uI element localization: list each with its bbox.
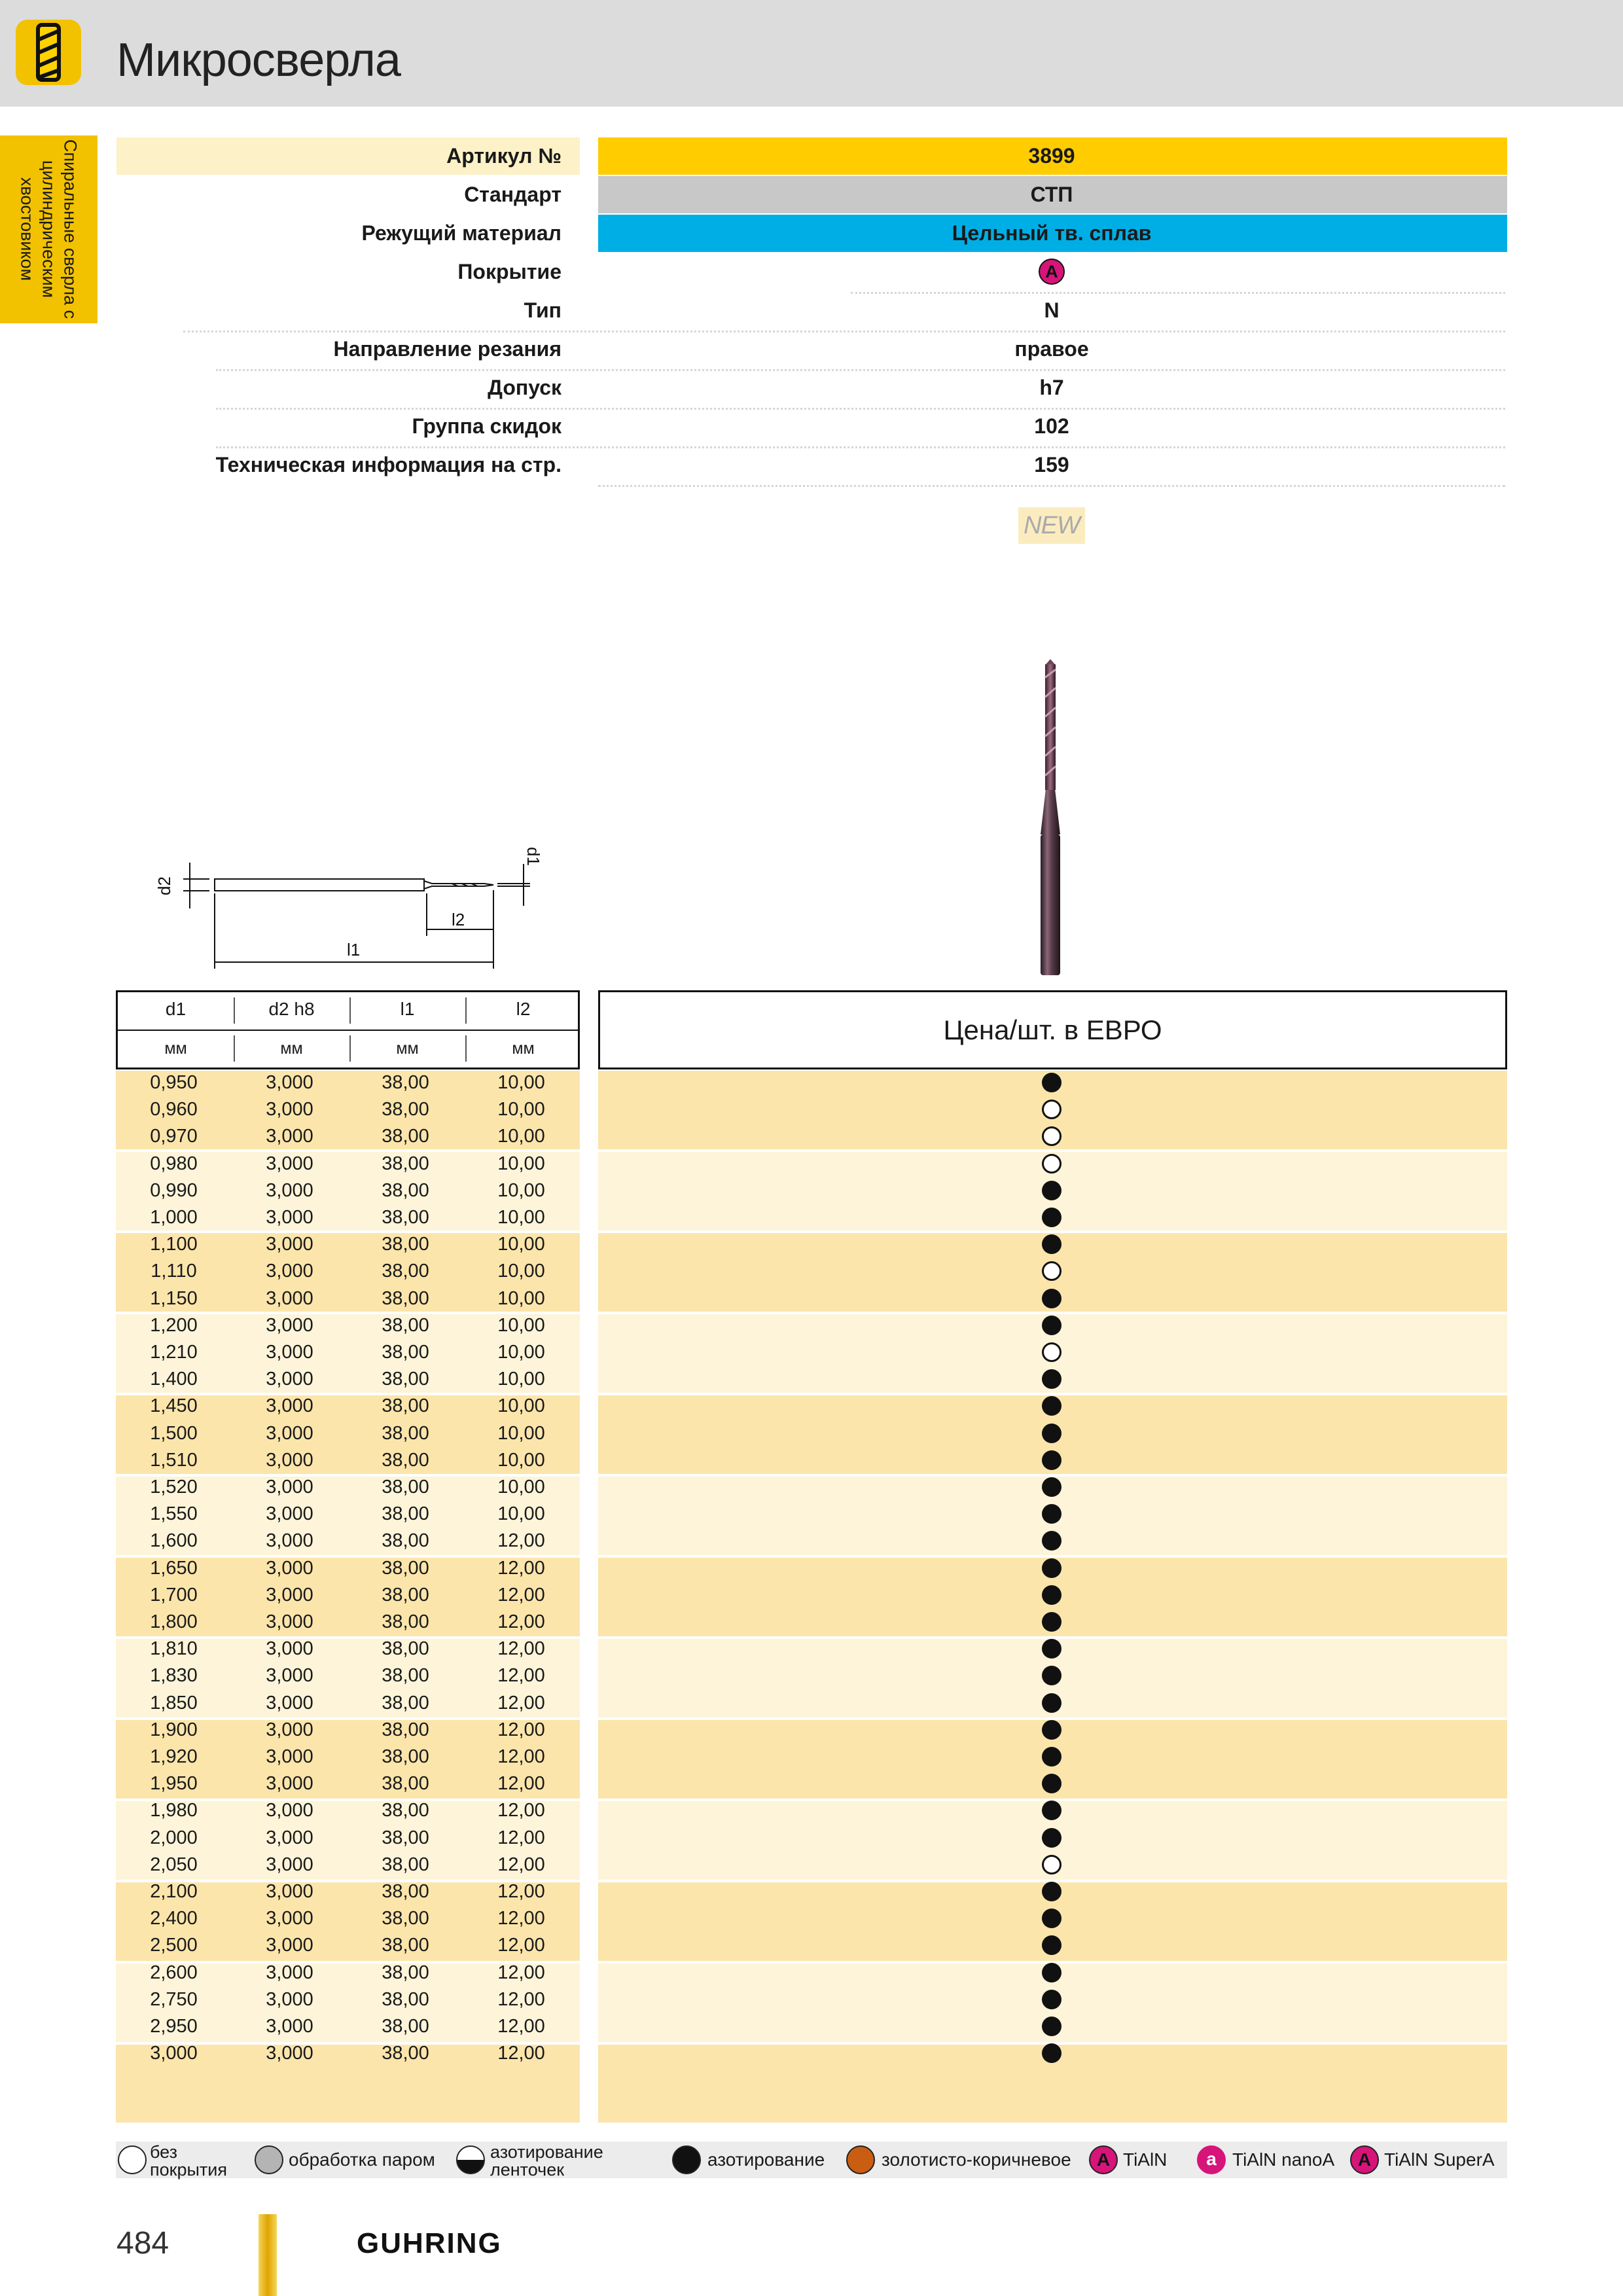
- cell-l2: 10,00: [497, 1153, 545, 1174]
- cell-d2: 3,000: [266, 1719, 313, 1740]
- availability-stock-icon: [1042, 1369, 1061, 1389]
- cell-l1: 38,00: [382, 1422, 429, 1444]
- cell-d2: 3,000: [266, 1530, 313, 1552]
- availability-stock-icon: [1042, 1181, 1061, 1200]
- cell-l1: 38,00: [382, 1369, 429, 1390]
- cell-l2: 12,00: [497, 1935, 545, 1956]
- property-label-cutting-direction: Направление резания: [333, 337, 562, 361]
- cell-l1: 38,00: [382, 1179, 429, 1201]
- tialn-super-coating-icon: A: [1039, 259, 1065, 285]
- cell-l1: 38,00: [382, 1988, 429, 2010]
- cell-l1: 38,00: [382, 1153, 429, 1174]
- cell-l2: 12,00: [497, 1692, 545, 1713]
- cell-l1: 38,00: [382, 1584, 429, 1605]
- cell-d2: 3,000: [266, 1287, 313, 1309]
- property-label-standard: Стандарт: [464, 183, 562, 206]
- drill-dimension-schematic: [144, 844, 563, 969]
- availability-stock-icon: [1042, 1747, 1061, 1767]
- property-value-cutting-direction: правое: [1014, 337, 1089, 361]
- cell-l1: 38,00: [382, 1477, 429, 1498]
- guhring-logo: GUHRING: [357, 2227, 502, 2259]
- cell-d2: 3,000: [266, 1207, 313, 1228]
- cell-d1: 2,600: [150, 1962, 198, 1983]
- property-label-cutting-material: Режущий материал: [361, 221, 562, 245]
- col-separator: [349, 997, 351, 1024]
- legend-label-tialn: TiAlN: [1123, 2149, 1168, 2170]
- cell-d1: 1,150: [150, 1287, 198, 1309]
- cell-d2: 3,000: [266, 1422, 313, 1444]
- cell-d1: 1,920: [150, 1746, 198, 1767]
- cell-d1: 1,830: [150, 1665, 198, 1687]
- cell-l1: 38,00: [382, 1665, 429, 1687]
- dimension-table-header: [116, 990, 580, 1069]
- availability-stock-icon: [1042, 2017, 1061, 2036]
- cell-d1: 1,520: [150, 1477, 198, 1498]
- cell-l2: 10,00: [497, 1072, 545, 1093]
- cell-l2: 10,00: [497, 1179, 545, 1201]
- cell-d2: 3,000: [266, 1584, 313, 1605]
- cell-l1: 38,00: [382, 1342, 429, 1363]
- legend-label-nitrided-land: азотирование ленточек: [490, 2142, 603, 2179]
- cell-l1: 38,00: [382, 1692, 429, 1713]
- cell-d1: 1,800: [150, 1611, 198, 1632]
- cell-d2: 3,000: [266, 1072, 313, 1093]
- property-label-coating: Покрытие: [457, 260, 562, 283]
- cell-l2: 12,00: [497, 2016, 545, 2037]
- cell-l2: 10,00: [497, 1503, 545, 1525]
- cell-d2: 3,000: [266, 1449, 313, 1471]
- cell-l1: 38,00: [382, 1854, 429, 1875]
- legend-label-uncoated: без покрытия: [150, 2142, 227, 2179]
- cell-l2: 12,00: [497, 1962, 545, 1983]
- cell-d1: 2,000: [150, 1827, 198, 1848]
- cell-l2: 10,00: [497, 1395, 545, 1417]
- drill-category-icon: [16, 20, 81, 85]
- col-unit-l2: мм: [512, 1039, 535, 1058]
- cell-d2: 3,000: [266, 1179, 313, 1201]
- cell-d1: 2,400: [150, 1908, 198, 1929]
- cell-l2: 10,00: [497, 1261, 545, 1282]
- cell-d2: 3,000: [266, 1261, 313, 1282]
- property-value-tolerance: h7: [1039, 376, 1064, 399]
- cell-d2: 3,000: [266, 1099, 313, 1121]
- availability-stock-icon: [1042, 1234, 1061, 1254]
- cell-l1: 38,00: [382, 1611, 429, 1632]
- header-divider: [118, 1030, 578, 1031]
- cell-d1: 1,550: [150, 1503, 198, 1525]
- cell-d1: 1,100: [150, 1234, 198, 1255]
- cell-d1: 2,500: [150, 1935, 198, 1956]
- availability-stock-icon: [1042, 1477, 1061, 1497]
- availability-stock-icon: [1042, 1720, 1061, 1740]
- cell-d1: 1,500: [150, 1422, 198, 1444]
- tialn-icon: A: [1089, 2145, 1118, 2174]
- availability-stock-icon: [1042, 1316, 1061, 1335]
- cell-d1: 1,450: [150, 1395, 198, 1417]
- cell-d1: 1,400: [150, 1369, 198, 1390]
- cell-d1: 1,200: [150, 1314, 198, 1336]
- cell-l1: 38,00: [382, 2016, 429, 2037]
- cell-d2: 3,000: [266, 1611, 313, 1632]
- page-title: Микросверла: [116, 34, 401, 86]
- steam-treatment-icon: [255, 2145, 283, 2174]
- cell-d1: 1,210: [150, 1342, 198, 1363]
- property-value-article: 3899: [1028, 144, 1075, 168]
- cell-d1: 1,700: [150, 1584, 198, 1605]
- price-column-header: Цена/шт. в ЕВРО: [598, 990, 1507, 1069]
- availability-on-request-icon: [1042, 1855, 1061, 1874]
- cell-d1: 1,510: [150, 1449, 198, 1471]
- cell-d2: 3,000: [266, 1908, 313, 1929]
- availability-stock-icon: [1042, 1208, 1061, 1227]
- cell-l1: 38,00: [382, 1638, 429, 1660]
- section-side-tab-label: Спиральные сверла с цилиндрическим хвостовиком: [17, 139, 80, 319]
- cell-d1: 0,980: [150, 1153, 198, 1174]
- availability-stock-icon: [1042, 1693, 1061, 1713]
- cell-l2: 10,00: [497, 1126, 545, 1147]
- cell-l2: 12,00: [497, 1665, 545, 1687]
- cell-d2: 3,000: [266, 1746, 313, 1767]
- cell-l2: 12,00: [497, 1854, 545, 1875]
- property-value-coating: [598, 253, 1505, 291]
- cell-l1: 38,00: [382, 1261, 429, 1282]
- cell-d2: 3,000: [266, 2043, 313, 2064]
- col-unit-l1: мм: [396, 1039, 419, 1058]
- cell-d1: 0,990: [150, 1179, 198, 1201]
- cell-d1: 1,000: [150, 1207, 198, 1228]
- availability-stock-icon: [1042, 1289, 1061, 1308]
- availability-stock-icon: [1042, 1909, 1061, 1928]
- cell-d2: 3,000: [266, 1153, 313, 1174]
- cell-l2: 12,00: [497, 1746, 545, 1767]
- property-label-type: Тип: [524, 298, 562, 322]
- legend-label-nitrided: азотирование: [707, 2149, 825, 2170]
- cell-l2: 12,00: [497, 1881, 545, 1902]
- property-value-standard: СТП: [1030, 183, 1073, 206]
- cell-l2: 10,00: [497, 1342, 545, 1363]
- divider: [598, 485, 1505, 487]
- availability-on-request-icon: [1042, 1100, 1061, 1119]
- legend-label-tialn-super: TiAlN SuperA: [1384, 2149, 1495, 2170]
- cell-l1: 38,00: [382, 1908, 429, 1929]
- property-value-tech-info-page: 159: [1034, 453, 1069, 476]
- cell-d2: 3,000: [266, 1638, 313, 1660]
- cell-d1: 0,950: [150, 1072, 198, 1093]
- cell-l2: 12,00: [497, 1719, 545, 1740]
- property-value-cutting-material: Цельный тв. сплав: [952, 221, 1152, 245]
- cell-l1: 38,00: [382, 1207, 429, 1228]
- cell-d2: 3,000: [266, 2016, 313, 2037]
- availability-stock-icon: [1042, 1828, 1061, 1848]
- availability-on-request-icon: [1042, 1154, 1061, 1174]
- cell-d2: 3,000: [266, 1342, 313, 1363]
- col-separator: [349, 1035, 351, 1062]
- cell-d2: 3,000: [266, 1800, 313, 1821]
- cell-d2: 3,000: [266, 1503, 313, 1525]
- nitrided-icon: [672, 2145, 701, 2174]
- cell-d2: 3,000: [266, 1962, 313, 1983]
- cell-d1: 0,960: [150, 1099, 198, 1121]
- legend-label-gold: золотисто-коричневое: [882, 2149, 1071, 2170]
- cell-d2: 3,000: [266, 1935, 313, 1956]
- col-separator: [465, 997, 467, 1024]
- coating-legend: [116, 2142, 1507, 2178]
- dim-label-l2: l2: [452, 910, 465, 929]
- cell-l1: 38,00: [382, 1962, 429, 1983]
- cell-l2: 10,00: [497, 1314, 545, 1336]
- cell-l1: 38,00: [382, 2043, 429, 2064]
- cell-d1: 2,100: [150, 1881, 198, 1902]
- cell-l1: 38,00: [382, 1234, 429, 1255]
- dim-label-d1: d1: [524, 847, 543, 866]
- availability-on-request-icon: [1042, 1342, 1061, 1362]
- cell-d1: 0,970: [150, 1126, 198, 1147]
- cell-l2: 10,00: [497, 1369, 545, 1390]
- cell-l1: 38,00: [382, 1395, 429, 1417]
- legend-label-tialn-nano: TiAlN nanoA: [1232, 2149, 1335, 2170]
- availability-stock-icon: [1042, 2043, 1061, 2063]
- cell-d1: 1,980: [150, 1800, 198, 1821]
- col-separator: [234, 997, 235, 1024]
- availability-stock-icon: [1042, 1639, 1061, 1659]
- cell-l2: 12,00: [497, 1557, 545, 1579]
- cell-l1: 38,00: [382, 1881, 429, 1902]
- tialn-nano-icon: a: [1197, 2145, 1226, 2174]
- availability-stock-icon: [1042, 1882, 1061, 1901]
- cell-l2: 10,00: [497, 1422, 545, 1444]
- cell-l1: 38,00: [382, 1503, 429, 1525]
- cell-l1: 38,00: [382, 1099, 429, 1121]
- nitrided-land-icon: [456, 2145, 485, 2174]
- cell-l2: 10,00: [497, 1099, 545, 1121]
- gold-brown-coating-icon: [846, 2145, 875, 2174]
- property-label-discount-group: Группа скидок: [412, 414, 562, 438]
- cell-d1: 1,650: [150, 1557, 198, 1579]
- cell-l2: 12,00: [497, 1773, 545, 1795]
- cell-d2: 3,000: [266, 1665, 313, 1687]
- cell-l1: 38,00: [382, 1800, 429, 1821]
- footer-accent-bar: [259, 2214, 277, 2296]
- new-badge: NEW: [1018, 507, 1085, 544]
- dim-label-l1: l1: [347, 940, 361, 960]
- cell-d2: 3,000: [266, 1773, 313, 1795]
- availability-stock-icon: [1042, 1774, 1061, 1793]
- cell-l2: 12,00: [497, 1584, 545, 1605]
- cell-l2: 10,00: [497, 1207, 545, 1228]
- cell-l1: 38,00: [382, 1126, 429, 1147]
- cell-d1: 2,050: [150, 1854, 198, 1875]
- availability-stock-icon: [1042, 1990, 1061, 2009]
- cell-d1: 1,950: [150, 1773, 198, 1795]
- availability-stock-icon: [1042, 1612, 1061, 1632]
- availability-stock-icon: [1042, 1450, 1061, 1470]
- availability-stock-icon: [1042, 1585, 1061, 1605]
- cell-l1: 38,00: [382, 1557, 429, 1579]
- cell-d1: 1,810: [150, 1638, 198, 1660]
- cell-d2: 3,000: [266, 1395, 313, 1417]
- availability-stock-icon: [1042, 1963, 1061, 1982]
- availability-stock-icon: [1042, 1504, 1061, 1524]
- cell-d2: 3,000: [266, 1477, 313, 1498]
- cell-d1: 3,000: [150, 2043, 198, 2064]
- cell-l2: 12,00: [497, 1611, 545, 1632]
- property-label-tolerance: Допуск: [488, 376, 562, 399]
- cell-l2: 12,00: [497, 1988, 545, 2010]
- cell-l1: 38,00: [382, 1314, 429, 1336]
- cell-l1: 38,00: [382, 1827, 429, 1848]
- cell-d1: 2,750: [150, 1988, 198, 2010]
- cell-d2: 3,000: [266, 1314, 313, 1336]
- cell-l1: 38,00: [382, 1530, 429, 1552]
- cell-d2: 3,000: [266, 1369, 313, 1390]
- property-value-discount-group: 102: [1034, 414, 1069, 438]
- col-separator: [234, 1035, 235, 1062]
- availability-stock-icon: [1042, 1558, 1061, 1578]
- cell-l1: 38,00: [382, 1719, 429, 1740]
- tialn-super-icon: A: [1350, 2145, 1379, 2174]
- cell-d1: 1,600: [150, 1530, 198, 1552]
- cell-l2: 10,00: [497, 1287, 545, 1309]
- uncoated-icon: [118, 2145, 147, 2174]
- cell-l2: 12,00: [497, 1908, 545, 1929]
- cell-d2: 3,000: [266, 1988, 313, 2010]
- cell-d1: 1,110: [151, 1261, 197, 1282]
- cell-l1: 38,00: [382, 1072, 429, 1093]
- availability-stock-icon: [1042, 1424, 1061, 1443]
- col-separator: [465, 1035, 467, 1062]
- cell-d2: 3,000: [266, 1126, 313, 1147]
- cell-l1: 38,00: [382, 1935, 429, 1956]
- cell-d2: 3,000: [266, 1234, 313, 1255]
- cell-l2: 12,00: [497, 2043, 545, 2064]
- col-unit-d1: мм: [164, 1039, 187, 1058]
- property-value-type: N: [1044, 298, 1060, 322]
- micro-drill-photo: [1021, 658, 1080, 978]
- cell-l2: 12,00: [497, 1638, 545, 1660]
- cell-l2: 12,00: [497, 1827, 545, 1848]
- cell-l2: 12,00: [497, 1800, 545, 1821]
- cell-d1: 2,950: [150, 2016, 198, 2037]
- page-number: 484: [116, 2226, 169, 2261]
- cell-d2: 3,000: [266, 1557, 313, 1579]
- cell-d2: 3,000: [266, 1692, 313, 1713]
- col-header-l2: l2: [516, 999, 531, 1019]
- col-header-d2: d2 h8: [268, 999, 315, 1019]
- cell-l2: 10,00: [497, 1477, 545, 1498]
- cell-d2: 3,000: [266, 1827, 313, 1848]
- cell-d1: 1,900: [150, 1719, 198, 1740]
- property-label-tech-info-page: Техническая информация на стр.: [215, 453, 562, 476]
- col-unit-d2: мм: [280, 1039, 303, 1058]
- legend-label-steam: обработка паром: [289, 2149, 435, 2170]
- cell-d2: 3,000: [266, 1854, 313, 1875]
- property-label-article: Артикул №: [446, 144, 562, 168]
- cell-d2: 3,000: [266, 1881, 313, 1902]
- cell-l2: 12,00: [497, 1530, 545, 1552]
- page-header: [0, 0, 1623, 107]
- cell-d1: 1,850: [150, 1692, 198, 1713]
- availability-stock-icon: [1042, 1073, 1061, 1092]
- cell-l1: 38,00: [382, 1449, 429, 1471]
- cell-l1: 38,00: [382, 1773, 429, 1795]
- cell-l2: 10,00: [497, 1449, 545, 1471]
- col-header-d1: d1: [165, 999, 187, 1019]
- cell-l1: 38,00: [382, 1287, 429, 1309]
- section-side-tab: [0, 135, 98, 323]
- col-header-l1: l1: [400, 999, 415, 1019]
- dim-label-d2: d2: [154, 876, 174, 895]
- cell-l1: 38,00: [382, 1746, 429, 1767]
- cell-l2: 10,00: [497, 1234, 545, 1255]
